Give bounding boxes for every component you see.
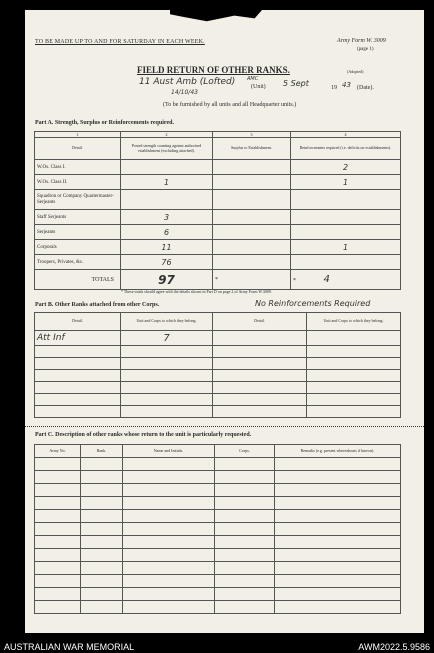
table-cell xyxy=(213,370,307,382)
table-cell xyxy=(35,382,121,394)
attached-detail xyxy=(35,331,121,346)
table-cell xyxy=(81,510,123,523)
table-row xyxy=(35,458,401,471)
table-cell xyxy=(215,562,275,575)
surplus-value xyxy=(213,160,291,175)
table-cell xyxy=(215,458,275,471)
surplus-value xyxy=(213,175,291,190)
table-cell xyxy=(121,358,213,370)
totals-reinf: 4 xyxy=(323,274,330,285)
table-row xyxy=(35,394,401,406)
table-row xyxy=(35,175,401,190)
table-cell xyxy=(307,370,401,382)
table-cell xyxy=(215,575,275,588)
posted-value xyxy=(121,160,213,175)
table-cell xyxy=(121,370,213,382)
table-row xyxy=(35,255,401,270)
table-row xyxy=(35,190,401,210)
table-row xyxy=(35,549,401,562)
column-header: Army No. xyxy=(35,445,81,458)
surplus-value xyxy=(213,190,291,210)
year-prefix: 19 xyxy=(331,85,337,91)
column-header: Unit and Corps to which they belong. xyxy=(121,313,213,331)
table-cell xyxy=(123,458,215,471)
column-header: Surplus to Establishment. xyxy=(213,138,291,160)
attached-unit: 7 xyxy=(121,331,213,346)
table-cell xyxy=(121,394,213,406)
table-row xyxy=(35,562,401,575)
table-row xyxy=(35,601,401,614)
form-sheet xyxy=(25,10,424,633)
instruction-text: TO BE MADE UP TO AND FOR SATURDAY IN EACH WEEK. xyxy=(35,39,205,45)
table-cell xyxy=(81,588,123,601)
table-cell xyxy=(215,484,275,497)
table-cell xyxy=(35,523,81,536)
column-header: Detail. xyxy=(35,138,121,160)
table-row xyxy=(35,210,401,225)
adopted-label: (Adopted) xyxy=(347,69,364,74)
table-cell xyxy=(275,484,401,497)
table-cell xyxy=(35,510,81,523)
furnished-note: (To be furnished by all units and all Headquarter units.) xyxy=(163,102,297,108)
table-cell xyxy=(213,358,307,370)
table-cell xyxy=(35,484,81,497)
table-row xyxy=(35,471,401,484)
table-cell xyxy=(81,601,123,614)
form-number: Army Form W. 3009 xyxy=(337,38,386,44)
part-c-table xyxy=(34,444,401,614)
table-cell xyxy=(81,536,123,549)
column-header: Detail. xyxy=(213,313,307,331)
part-b-table xyxy=(34,312,401,418)
table-cell xyxy=(215,536,275,549)
table-row xyxy=(35,588,401,601)
column-header: Corps. xyxy=(215,445,275,458)
table-cell xyxy=(35,346,121,358)
surplus-value xyxy=(213,255,291,270)
year-handwriting: 43 xyxy=(342,81,351,89)
table-row xyxy=(35,497,401,510)
table-cell xyxy=(35,358,121,370)
table-cell xyxy=(213,331,307,346)
table-cell xyxy=(35,471,81,484)
row-detail: Squadron or Company Quartermaster-Serjeants xyxy=(35,190,121,210)
col-number: 1 xyxy=(35,132,121,138)
unit-handwriting-sub: 14/10/43 xyxy=(171,89,198,96)
table-row xyxy=(35,536,401,549)
table-cell xyxy=(215,601,275,614)
reinf-value: 2 xyxy=(291,160,401,175)
table-cell xyxy=(307,406,401,418)
table-row xyxy=(35,160,401,175)
part-b-title: Part B. Other Ranks attached from other Corps. xyxy=(35,302,160,308)
part-a-title: Part A. Strength, Surplus or Reinforcements required. xyxy=(35,120,174,126)
surplus-value xyxy=(213,210,291,225)
table-cell xyxy=(81,497,123,510)
inf-text: Inf xyxy=(53,333,65,343)
footer-accession: AWM2022.5.9586 xyxy=(358,642,430,652)
table-cell xyxy=(275,549,401,562)
posted-value: 11 xyxy=(121,240,213,255)
column-header: Rank. xyxy=(81,445,123,458)
table-row xyxy=(35,240,401,255)
table-row xyxy=(35,358,401,370)
posted-value: 76 xyxy=(121,255,213,270)
table-cell xyxy=(215,549,275,562)
row-detail: Serjeants xyxy=(35,225,121,240)
posted-value xyxy=(121,190,213,210)
part-c-title: Part C. Description of other ranks whose return to the unit is particularly requested. xyxy=(35,432,252,438)
table-cell xyxy=(307,382,401,394)
table-cell xyxy=(35,549,81,562)
table-cell xyxy=(81,549,123,562)
reinf-value xyxy=(291,210,401,225)
surplus-value xyxy=(213,225,291,240)
table-cell xyxy=(123,549,215,562)
table-cell xyxy=(121,382,213,394)
col-number: 3 xyxy=(213,132,291,138)
table-cell xyxy=(275,601,401,614)
totals-reinf-cell xyxy=(291,270,401,290)
row-detail: Staff Serjeants xyxy=(35,210,121,225)
table-cell xyxy=(35,575,81,588)
table-cell xyxy=(275,588,401,601)
table-cell xyxy=(81,484,123,497)
row-detail: Corporals xyxy=(35,240,121,255)
table-row xyxy=(35,510,401,523)
table-cell xyxy=(215,471,275,484)
table-row xyxy=(35,225,401,240)
table-row xyxy=(35,346,401,358)
table-cell xyxy=(81,471,123,484)
table-cell xyxy=(215,510,275,523)
totals-posted: 97 xyxy=(121,270,213,290)
page-number: (page 1) xyxy=(357,47,374,52)
table-cell xyxy=(123,523,215,536)
footer-institution: AUSTRALIAN WAR MEMORIAL xyxy=(4,642,135,652)
table-cell xyxy=(121,346,213,358)
att-text: Att xyxy=(37,333,51,343)
table-cell xyxy=(215,588,275,601)
table-cell xyxy=(275,562,401,575)
reinf-value xyxy=(291,225,401,240)
table-cell xyxy=(123,575,215,588)
table-cell xyxy=(123,497,215,510)
date-label: (Date). xyxy=(357,85,374,91)
table-cell xyxy=(213,382,307,394)
column-header: Detail. xyxy=(35,313,121,331)
table-cell xyxy=(35,497,81,510)
table-cell xyxy=(81,575,123,588)
table-cell xyxy=(213,394,307,406)
table-cell xyxy=(35,406,121,418)
totals-label: TOTALS xyxy=(35,270,121,290)
table-cell xyxy=(123,601,215,614)
table-cell xyxy=(275,510,401,523)
table-cell xyxy=(275,497,401,510)
table-cell xyxy=(213,346,307,358)
table-cell xyxy=(307,331,401,346)
column-header: Name and Initials. xyxy=(123,445,215,458)
table-cell xyxy=(215,523,275,536)
table-cell xyxy=(35,562,81,575)
reinf-value: 1 xyxy=(291,240,401,255)
column-header: Unit and Corps to which they belong. xyxy=(307,313,401,331)
reinf-value: 1 xyxy=(291,175,401,190)
table-cell xyxy=(35,588,81,601)
table-cell xyxy=(35,458,81,471)
part-a-table xyxy=(34,131,401,290)
posted-value: 3 xyxy=(121,210,213,225)
totals-surplus: * xyxy=(213,270,291,290)
table-cell xyxy=(275,471,401,484)
cut-line xyxy=(25,426,424,427)
table-cell xyxy=(275,458,401,471)
table-row xyxy=(35,370,401,382)
table-cell xyxy=(35,394,121,406)
table-cell xyxy=(123,510,215,523)
row-detail: W.Os. Class I. xyxy=(35,160,121,175)
totals-reinf-star: * xyxy=(293,278,296,284)
table-cell xyxy=(275,575,401,588)
table-cell xyxy=(123,484,215,497)
table-cell xyxy=(215,497,275,510)
table-cell xyxy=(81,562,123,575)
totals-row xyxy=(35,270,401,290)
table-row xyxy=(35,406,401,418)
table-row xyxy=(35,575,401,588)
date-handwriting: 5 Sept xyxy=(283,79,309,88)
surplus-value xyxy=(213,240,291,255)
table-cell xyxy=(275,536,401,549)
table-cell xyxy=(123,588,215,601)
table-cell xyxy=(35,370,121,382)
posted-value: 6 xyxy=(121,225,213,240)
table-cell xyxy=(307,394,401,406)
posted-value: 1 xyxy=(121,175,213,190)
table-cell xyxy=(123,536,215,549)
table-row xyxy=(35,382,401,394)
table-cell xyxy=(123,471,215,484)
part-b-note: No Reinforcements Required xyxy=(255,299,371,308)
table-cell xyxy=(81,523,123,536)
row-detail: Troopers, Privates, &c. xyxy=(35,255,121,270)
table-row xyxy=(35,523,401,536)
table-cell xyxy=(275,523,401,536)
table-cell xyxy=(35,536,81,549)
table-cell xyxy=(307,346,401,358)
table-cell xyxy=(121,406,213,418)
table-cell xyxy=(81,458,123,471)
reinf-value xyxy=(291,255,401,270)
form-title: FIELD RETURN OF OTHER RANKS. xyxy=(137,65,290,75)
reinf-value xyxy=(291,190,401,210)
col-number: 4 xyxy=(291,132,401,138)
column-header: Remarks (e.g. present whereabouts if known). xyxy=(275,445,401,458)
totals-footnote: * These totals should agree with the details shown in Part D on page 2 of Army Form W.3009. xyxy=(121,289,272,294)
row-detail: W.Os. Class II. xyxy=(35,175,121,190)
table-cell xyxy=(307,358,401,370)
table-row xyxy=(35,331,401,346)
column-header: Posted strength counting against authorised establishment (excluding attached). xyxy=(121,138,213,160)
table-cell xyxy=(35,601,81,614)
table-row xyxy=(35,484,401,497)
table-cell xyxy=(123,562,215,575)
unit-handwriting: 11 Aust Amb (Lofted) xyxy=(139,77,236,87)
table-cell xyxy=(213,406,307,418)
date-ink-note: AMC xyxy=(247,76,259,82)
column-header: Reinforcements required (i.e. deficits on establishments). xyxy=(291,138,401,160)
col-number: 2 xyxy=(121,132,213,138)
unit-label: (Unit) xyxy=(251,84,266,90)
